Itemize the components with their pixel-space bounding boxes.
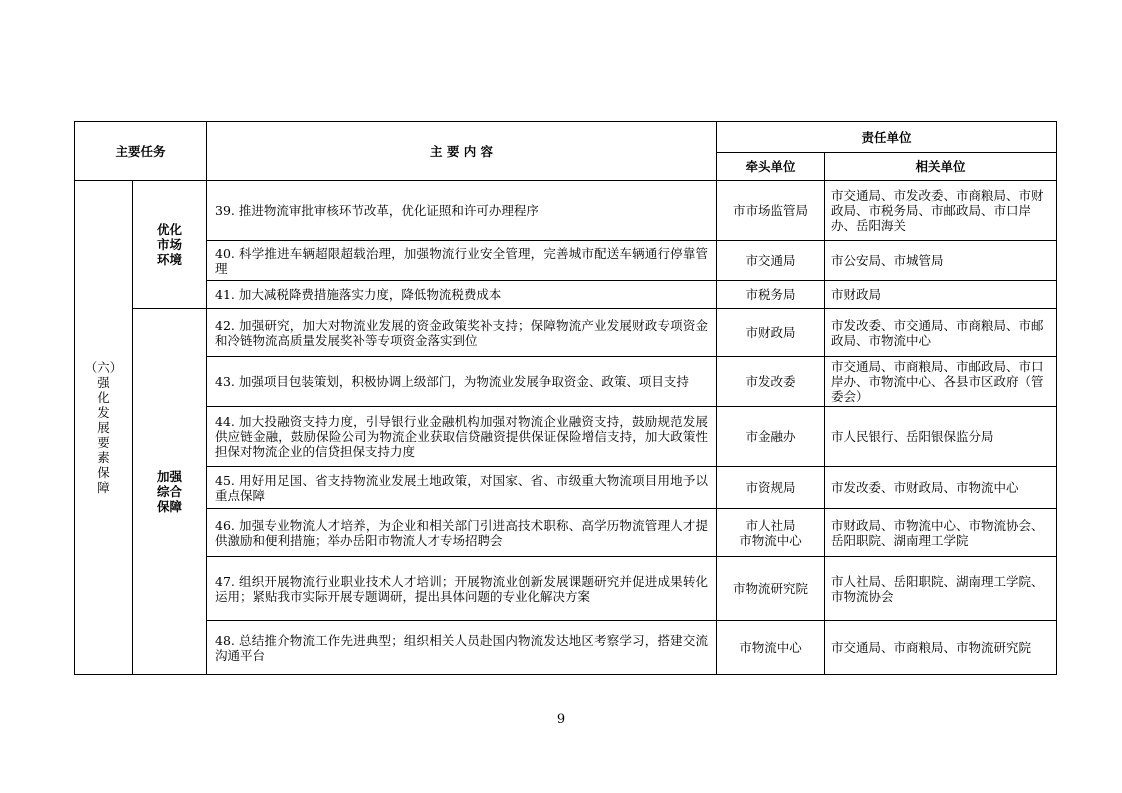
table-row bbox=[75, 407, 1057, 467]
lead-unit: 市税务局 bbox=[717, 281, 825, 309]
header-main-task: 主要任务 bbox=[75, 122, 207, 181]
related-units: 市财政局 bbox=[825, 281, 1057, 309]
lead-unit: 市人社局 市物流中心 bbox=[717, 509, 825, 557]
subcategory-cell bbox=[133, 181, 207, 309]
task-content: 42. 加强研究，加大对物流业发展的资金政策奖补支持；保障物流产业发展财政专项资金和冷链物流高质量发展奖补等专项资金落实到位 bbox=[207, 309, 717, 357]
table-row bbox=[75, 181, 1057, 241]
table-row bbox=[75, 309, 1057, 357]
category-char: 素 bbox=[97, 450, 110, 465]
task-content: 45. 用好用足国、省支持物流业发展土地政策，对国家、省、市级重大物流项目用地予以重点保障 bbox=[207, 467, 717, 509]
category-char: 保 bbox=[97, 465, 110, 480]
task-content: 44. 加大投融资支持力度，引导银行业金融机构加强对物流企业融资支持，鼓励规范发展供应链金融，鼓励保险公司为物流企业获取信贷融资提供保证保险增信支持，加大政策性担保对物流企业的信贷担保支持力度 bbox=[207, 407, 717, 467]
task-content: 39. 推进物流审批审核环节改革，优化证照和许可办理程序 bbox=[207, 181, 717, 241]
header-row-1 bbox=[75, 122, 1057, 153]
header-lead-unit: 牵头单位 bbox=[717, 153, 825, 181]
table-row bbox=[75, 241, 1057, 281]
subcategory-char: 优化 bbox=[157, 222, 183, 237]
category-char: 展 bbox=[97, 420, 110, 435]
related-units: 市交通局、市发改委、市商粮局、市财政局、市税务局、市邮政局、市口岸办、岳阳海关 bbox=[825, 181, 1057, 241]
category-char: （六） bbox=[84, 360, 123, 375]
lead-unit: 市资规局 bbox=[717, 467, 825, 509]
table-row bbox=[75, 509, 1057, 557]
subcategory-char: 加强 bbox=[157, 469, 183, 484]
table-row bbox=[75, 357, 1057, 407]
subcategory-char: 市场 bbox=[157, 237, 183, 252]
subcategory-cell bbox=[133, 309, 207, 675]
header-responsible-unit: 责任单位 bbox=[717, 122, 1057, 153]
task-content: 40. 科学推进车辆超限超载治理，加强物流行业安全管理，完善城市配送车辆通行停靠管理 bbox=[207, 241, 717, 281]
category-cell bbox=[75, 181, 133, 675]
task-table bbox=[74, 121, 1057, 675]
related-units: 市人社局、岳阳职院、湖南理工学院、市物流协会 bbox=[825, 557, 1057, 621]
lead-unit: 市交通局 bbox=[717, 241, 825, 281]
task-content: 46. 加强专业物流人才培养，为企业和相关部门引进高技术职称、高学历物流管理人才提供激励和便利措施；举办岳阳市物流人才专场招聘会 bbox=[207, 509, 717, 557]
lead-unit: 市发改委 bbox=[717, 357, 825, 407]
lead-unit: 市市场监管局 bbox=[717, 181, 825, 241]
related-units: 市交通局、市商粮局、市邮政局、市口岸办、市物流中心、各县市区政府（管委会） bbox=[825, 357, 1057, 407]
task-content: 43. 加强项目包装策划，积极协调上级部门，为物流业发展争取资金、政策、项目支持 bbox=[207, 357, 717, 407]
related-units: 市人民银行、岳阳银保监分局 bbox=[825, 407, 1057, 467]
subcategory-char: 综合 bbox=[157, 484, 183, 499]
subcategory-char: 环境 bbox=[157, 252, 183, 267]
lead-unit: 市财政局 bbox=[717, 309, 825, 357]
task-content: 41. 加大减税降费措施落实力度，降低物流税费成本 bbox=[207, 281, 717, 309]
lead-unit: 市物流中心 bbox=[717, 621, 825, 675]
header-related-unit: 相关单位 bbox=[825, 153, 1057, 181]
task-content: 48. 总结推介物流工作先进典型；组织相关人员赴国内物流发达地区考察学习，搭建交流沟通平台 bbox=[207, 621, 717, 675]
lead-unit: 市物流研究院 bbox=[717, 557, 825, 621]
related-units: 市公安局、市城管局 bbox=[825, 241, 1057, 281]
category-char: 要 bbox=[97, 435, 110, 450]
category-char: 发 bbox=[97, 405, 110, 420]
category-char: 化 bbox=[97, 390, 110, 405]
related-units: 市交通局、市商粮局、市物流研究院 bbox=[825, 621, 1057, 675]
category-char: 强 bbox=[97, 375, 110, 390]
header-main-content: 主 要 内 容 bbox=[207, 122, 717, 181]
table-row bbox=[75, 621, 1057, 675]
table-row bbox=[75, 557, 1057, 621]
page-number: 9 bbox=[556, 712, 566, 727]
related-units: 市发改委、市财政局、市物流中心 bbox=[825, 467, 1057, 509]
category-char: 障 bbox=[97, 480, 110, 495]
table-row bbox=[75, 281, 1057, 309]
lead-unit: 市金融办 bbox=[717, 407, 825, 467]
related-units: 市发改委、市交通局、市商粮局、市邮政局、市物流中心 bbox=[825, 309, 1057, 357]
task-content: 47. 组织开展物流行业职业技术人才培训；开展物流业创新发展课题研究并促进成果转化运用；紧贴我市实际开展专题调研，提出具体问题的专业化解决方案 bbox=[207, 557, 717, 621]
table-row bbox=[75, 467, 1057, 509]
related-units: 市财政局、市物流中心、市物流协会、岳阳职院、湖南理工学院 bbox=[825, 509, 1057, 557]
subcategory-char: 保障 bbox=[157, 499, 183, 514]
